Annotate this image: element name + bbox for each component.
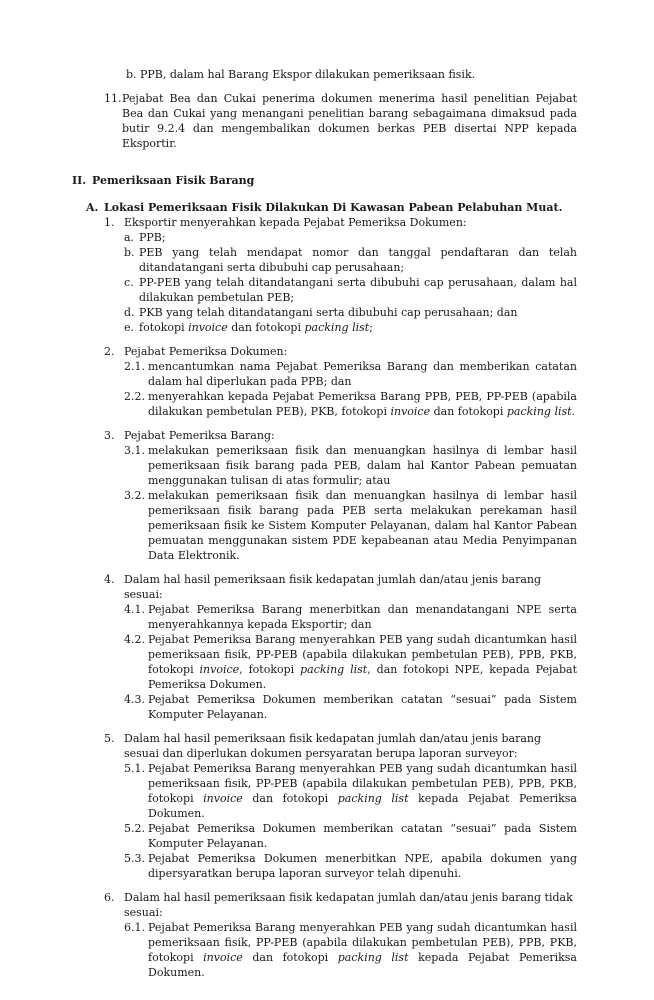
- list-text: Dalam hal hasil pemeriksaan fisik kedapatan jumlah dan/atau jenis barang sesuai dan diperlukan dokumen persyaratan berupa laporan surveyor:: [124, 732, 542, 760]
- sub-list-label: c.: [124, 276, 134, 289]
- list-item: [0, 572, 577, 602]
- numbered-list: [0, 215, 577, 980]
- list-text: Dalam hal hasil pemeriksaan fisik kedapatan jumlah dan/atau jenis barang sesuai:: [124, 573, 542, 601]
- list-text: PPB, dalam hal Barang Ekspor dilakukan pemeriksaan fisik.: [140, 68, 476, 81]
- sub-list-label: 5.1.: [124, 762, 145, 775]
- section-heading: [0, 173, 577, 188]
- list-item: [0, 731, 577, 761]
- sub-list-label: 4.3.: [124, 693, 145, 706]
- list-label: 5.: [104, 732, 115, 745]
- italic-term: packing list: [304, 321, 370, 334]
- sub-list-text: PPB;: [139, 231, 166, 244]
- sub-list-item: [0, 359, 577, 389]
- sub-list-item: [0, 632, 577, 692]
- list-item: [0, 344, 577, 359]
- sub-list-text: melakukan pemeriksaan fisik dan menuangkan hasilnya di lembar hasil pemeriksaan fisik barang pada PEB serta melakukan perekaman hasil pemeriksaan fisik ke Sistem Komputer Pelayanan, dalam hal Kantor Pabean pemuatan menggunakan sistem PDE kepabeanan atau Media Penyimpanan Data Elektronik.: [148, 489, 577, 562]
- italic-term: invoice: [390, 405, 431, 418]
- sub-list-text: Pejabat Pemeriksa Dokumen memberikan catatan “sesuai” pada Sistem Komputer Pelayanan.: [148, 822, 577, 850]
- subsection-title: Lokasi Pemeriksaan Fisik Dilakukan Di Kawasan Pabean Pelabuhan Muat.: [104, 201, 563, 214]
- italic-term: invoice: [188, 321, 228, 334]
- sub-list-text: menyerahkan kepada Pejabat Pemeriksa Barang PPB, PEB, PP-PEB (apabila dilakukan pembetulan PEB), PKB, fotokopi invoice dan fotokopi packing list.: [148, 390, 577, 418]
- sub-list-text: Pejabat Pemeriksa Barang menyerahkan PEB yang sudah dicantumkan hasil pemeriksaan fisik, PP-PEB (apabila dilakukan pembetulan PEB), PPB, PKB, fotokopi invoice, fotokopi packing list, dan fotokopi NPE, kepada Pejabat Pemeriksa Dokumen.: [148, 633, 577, 691]
- sub-list-text: PKB yang telah ditandatangani serta dibubuhi cap perusahaan; dan: [139, 306, 518, 319]
- list-item-b: [0, 67, 577, 82]
- list-label: 3.: [104, 429, 115, 442]
- document-page: [0, 67, 577, 980]
- sub-list-label: 2.2.: [124, 390, 145, 403]
- italic-term: packing list: [337, 951, 409, 964]
- sub-list-text: PEB yang telah mendapat nomor dan tanggal pendaftaran dan telah ditandatangani serta dibubuhi cap perusahaan;: [139, 246, 577, 274]
- list-text: Eksportir menyerahkan kepada Pejabat Pemeriksa Dokumen:: [124, 216, 467, 229]
- sub-list-label: b.: [124, 246, 135, 259]
- sub-list-item: [0, 305, 577, 320]
- list-item: [0, 215, 577, 230]
- sub-list-text: mencantumkan nama Pejabat Pemeriksa Barang dan memberikan catatan dalam hal diperlukan pada PPB; dan: [148, 360, 577, 388]
- list-item: [0, 428, 577, 443]
- sub-list-text: PP-PEB yang telah ditandatangani serta dibubuhi cap perusahaan, dalam hal dilakukan pembetulan PEB;: [139, 276, 577, 304]
- italic-term: invoice: [203, 792, 243, 805]
- sub-list-text: Pejabat Pemeriksa Dokumen memberikan catatan “sesuai” pada Sistem Komputer Pelayanan.: [148, 693, 577, 721]
- sub-list-item: [0, 443, 577, 488]
- sub-list-label: 5.3.: [124, 852, 145, 865]
- sub-list-label: 3.2.: [124, 489, 145, 502]
- sub-list-label: 2.1.: [124, 360, 145, 373]
- list-text: Pejabat Pemeriksa Dokumen:: [124, 345, 288, 358]
- list-label: b.: [126, 68, 137, 81]
- list-item: [0, 890, 577, 920]
- sub-list-label: a.: [124, 231, 135, 244]
- italic-term: packing list: [337, 792, 409, 805]
- sub-list-label: 4.2.: [124, 633, 145, 646]
- sub-list-label: e.: [124, 321, 135, 334]
- sub-list-item: [0, 275, 577, 305]
- italic-term: packing list: [300, 663, 368, 676]
- italic-term: invoice: [199, 663, 240, 676]
- italic-term: invoice: [203, 951, 243, 964]
- list-label: 2.: [104, 345, 115, 358]
- sub-list-item: [0, 245, 577, 275]
- sub-list-item: [0, 761, 577, 821]
- list-label: 11.: [104, 92, 122, 105]
- list-label: 6.: [104, 891, 115, 904]
- sub-list-item: [0, 488, 577, 563]
- list-label: 1.: [104, 216, 115, 229]
- sub-list-item: [0, 230, 577, 245]
- list-label: 4.: [104, 573, 115, 586]
- sub-list-text: Pejabat Pemeriksa Dokumen menerbitkan NPE, apabila dokumen yang dipersyaratkan berupa laporan surveyor telah dipenuhi.: [148, 852, 577, 880]
- sub-list-text: fotokopi invoice dan fotokopi packing list;: [139, 321, 373, 334]
- sub-list-text: Pejabat Pemeriksa Barang menyerahkan PEB yang sudah dicantumkan hasil pemeriksaan fisik, PP-PEB (apabila dilakukan pembetulan PEB), PPB, PKB, fotokopi invoice dan fotokopi packing list kepada Pejabat Pemeriksa Dokumen.: [148, 921, 577, 979]
- sub-list-item: [0, 821, 577, 851]
- sub-list-item: [0, 389, 577, 419]
- section-label: II.: [72, 174, 87, 187]
- list-text: Pejabat Pemeriksa Barang:: [124, 429, 275, 442]
- sub-list-item: [0, 692, 577, 722]
- sub-list-label: 3.1.: [124, 444, 145, 457]
- list-item-11: [0, 91, 577, 151]
- sub-list-text: melakukan pemeriksaan fisik dan menuangkan hasilnya di lembar hasil pemeriksaan fisik barang pada PEB, dalam hal Kantor Pabean pemuatan menggunakan tulisan di atas formulir; atau: [148, 444, 577, 487]
- sub-list-text: Pejabat Pemeriksa Barang menerbitkan dan menandatangani NPE serta menyerahkannya kepada Eksportir; dan: [148, 603, 577, 631]
- sub-list-item: [0, 920, 577, 980]
- sub-list-item: [0, 851, 577, 881]
- subsection-heading: [0, 200, 577, 215]
- sub-list-item: [0, 320, 577, 335]
- sub-list-text: Pejabat Pemeriksa Barang menyerahkan PEB yang sudah dicantumkan hasil pemeriksaan fisik, PP-PEB (apabila dilakukan pembetulan PEB), PPB, PKB, fotokopi invoice dan fotokopi packing list kepada Pejabat Pemeriksa Dokumen.: [148, 762, 577, 820]
- section-title: Pemeriksaan Fisik Barang: [92, 174, 255, 187]
- list-text: Pejabat Bea dan Cukai penerima dokumen menerima hasil penelitian Pejabat Bea dan Cukai yang menangani penelitian barang sebagaimana dimaksud pada butir 9.2.4 dan mengembalikan dokumen berkas PEB disertai NPP kepada Eksportir.: [122, 92, 577, 150]
- list-text: Dalam hal hasil pemeriksaan fisik kedapatan jumlah dan/atau jenis barang tidak sesuai:: [124, 891, 573, 919]
- sub-list-label: 5.2.: [124, 822, 145, 835]
- italic-term: packing list.: [506, 405, 576, 418]
- sub-list-label: d.: [124, 306, 135, 319]
- sub-list-label: 4.1.: [124, 603, 145, 616]
- sub-list-label: 6.1.: [124, 921, 145, 934]
- subsection-label: A.: [86, 201, 99, 214]
- sub-list-item: [0, 602, 577, 632]
